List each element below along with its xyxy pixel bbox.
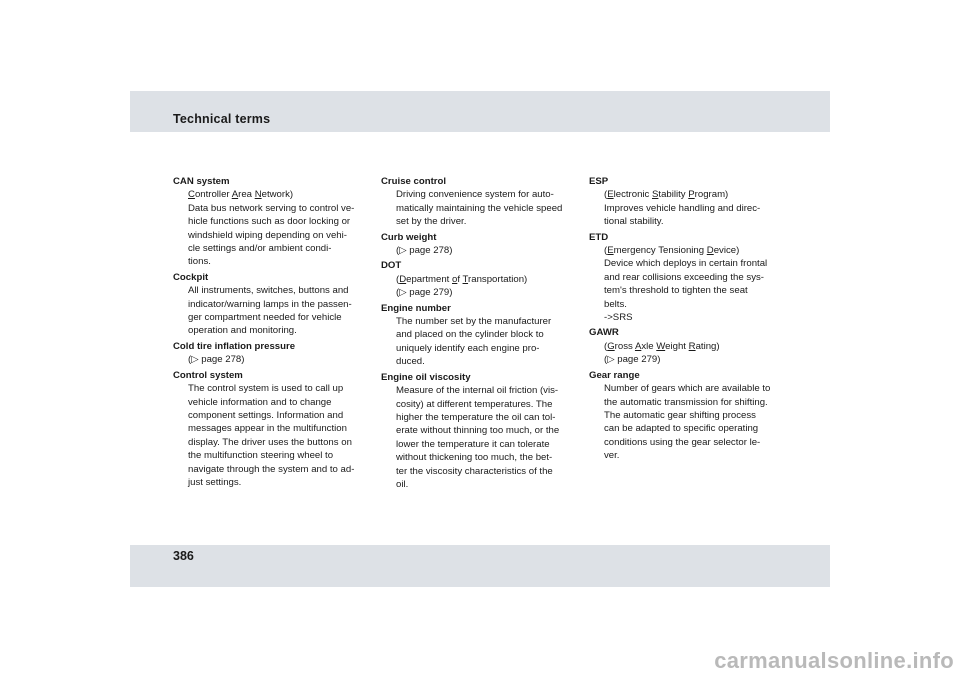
glossary-column-1 [173, 175, 369, 489]
glossary-term: Cold tire inflation pressure [173, 340, 296, 352]
glossary-column-3 [589, 175, 785, 463]
underlined-initial: G [607, 340, 615, 352]
underlined-initial: E [607, 245, 614, 257]
glossary-definition-line: matically maintaining the vehicle speed [396, 202, 563, 214]
glossary-definition-line: The number set by the manufacturer [396, 316, 552, 328]
underlined-initial: A [634, 340, 642, 352]
glossary-definition-line: Data bus network serving to control ve- [188, 202, 355, 214]
glossary-definition-line: ->SRS [604, 312, 633, 324]
glossary-definition-line: and rear collisions exceeding the sys- [604, 271, 764, 283]
text-segment: mergency Tensioning [613, 245, 707, 257]
glossary-definition-line: the automatic transmission for shifting. [604, 396, 768, 408]
glossary-definition-line: ger compartment needed for vehicle [188, 312, 342, 324]
glossary-definition-line [589, 244, 785, 257]
glossary-term: ESP [589, 176, 609, 187]
glossary-definition-line: cosity) at different temperatures. The [396, 398, 553, 410]
text-segment: lectronic [613, 189, 652, 201]
underlined-initial: T [462, 273, 469, 285]
underlined-initial: P [688, 189, 695, 201]
glossary-definition-line: oil. [396, 478, 409, 490]
text-segment: xle [641, 340, 657, 352]
glossary-definition-line: set by the driver. [396, 216, 467, 228]
glossary-definition-line: without thickening too much, the bet- [396, 452, 553, 464]
glossary-definition-line: All instruments, switches, buttons and [188, 285, 349, 297]
glossary-definition-line: Improves vehicle handling and direc- [604, 202, 761, 214]
glossary-definition-line: the multifunction steering wheel to [188, 450, 334, 462]
glossary-definition-line: belts. [604, 298, 627, 310]
glossary-definition-line: navigate through the system and to ad- [188, 463, 355, 475]
watermark: carmanualsonline.info [714, 648, 954, 673]
glossary-definition-line [589, 340, 785, 353]
glossary-term: Engine oil viscosity [381, 371, 471, 383]
text-segment: ( [604, 189, 608, 201]
glossary-definition-line [589, 188, 785, 201]
glossary-column-2 [381, 175, 577, 491]
glossary-definition-line: duced. [396, 356, 425, 368]
underlined-initial: o [452, 273, 458, 285]
glossary-definition-line [381, 273, 577, 286]
underlined-initial: D [706, 245, 714, 257]
text-segment: epartment [406, 273, 453, 285]
glossary-definition-line: Driving convenience system for auto- [396, 189, 554, 201]
glossary-definition-line: tem's threshold to tighten the seat [604, 285, 748, 297]
glossary-definition-line: just settings. [188, 476, 242, 488]
text-segment: evice) [713, 245, 740, 257]
underlined-initial: D [399, 273, 407, 285]
glossary-definition-line: lower the temperature it can tolerate [396, 438, 550, 450]
glossary-term: GAWR [589, 327, 619, 339]
glossary-definition-line: ter the viscosity characteristics of the [396, 465, 553, 477]
text-segment: f [457, 273, 463, 285]
glossary-definition-line: erate without thinning too much, or the [396, 425, 560, 437]
glossary-definition-line: conditions using the gear selector le- [604, 436, 761, 448]
glossary-definition-line: windshield wiping depending on vehi- [188, 229, 347, 241]
text-segment: ( [604, 340, 608, 352]
text-segment: rea [238, 189, 255, 201]
glossary-term: Cruise control [381, 176, 447, 187]
glossary-definition-line: tions. [188, 256, 211, 268]
page-number: 386 [173, 549, 194, 563]
glossary-definition-line [173, 188, 369, 201]
text-segment: ross [614, 340, 635, 352]
glossary-definition-line: Measure of the internal oil friction (vis- [396, 385, 559, 397]
underlined-initial: C [188, 189, 195, 201]
glossary-definition-line: operation and monitoring. [188, 325, 297, 337]
glossary-term: CAN system [173, 176, 230, 187]
underlined-initial: N [254, 189, 262, 201]
glossary-definition-line: (▷ page 279) [396, 287, 453, 299]
glossary-definition-line: indicator/warning lamps in the passen- [188, 298, 352, 310]
glossary-definition-line: higher the temperature the oil can tol- [396, 411, 556, 423]
text-segment: ( [604, 245, 608, 257]
footer-band [130, 545, 830, 587]
glossary-definition-line: tional stability. [604, 216, 664, 228]
glossary-term: Control system [173, 369, 243, 381]
glossary-definition-line: The control system is used to call up [188, 383, 344, 395]
underlined-initial: S [652, 189, 659, 201]
glossary-definition-line: display. The driver uses the buttons on [188, 436, 352, 448]
glossary-definition-line: vehicle information and to change [188, 396, 332, 408]
glossary-definition-line: messages appear in the multifunction [188, 423, 347, 435]
glossary-definition-line: The automatic gear shifting process [604, 409, 756, 421]
glossary-definition-line: and placed on the cylinder block to [396, 329, 544, 341]
text-segment: rogram) [694, 189, 729, 201]
underlined-initial: R [688, 340, 696, 352]
glossary-definition-line: ver. [604, 450, 620, 462]
glossary-definition-line: (▷ page 278) [396, 245, 453, 257]
glossary-definition-line: component settings. Information and [188, 409, 344, 421]
glossary-definition-line: can be adapted to specific operating [604, 423, 759, 435]
text-segment: tability [658, 189, 689, 201]
glossary-term: Gear range [589, 369, 640, 381]
page-title: Technical terms [173, 112, 271, 126]
glossary-definition-line: (▷ page 279) [604, 354, 661, 366]
text-segment: ontroller [194, 189, 232, 201]
glossary-definition-line: hicle functions such as door locking or [188, 216, 351, 228]
glossary-term: Cockpit [173, 271, 209, 283]
glossary-term: ETD [589, 231, 609, 243]
underlined-initial: A [231, 189, 239, 201]
glossary-definition-line: uniquely identify each engine pro- [396, 342, 540, 354]
text-segment: ransportation) [468, 273, 528, 285]
glossary-definition-line: Device which deploys in certain frontal [604, 258, 768, 270]
glossary-definition-line: cle settings and/or ambient condi- [188, 243, 332, 255]
glossary-term: Curb weight [381, 231, 437, 243]
text-segment: ating) [695, 340, 720, 352]
glossary-definition-line: Number of gears which are available to [604, 383, 771, 395]
text-segment: ( [396, 273, 400, 285]
underlined-initial: E [607, 189, 614, 201]
glossary-definition-line: (▷ page 278) [188, 354, 245, 366]
glossary-term: DOT [381, 260, 402, 272]
text-segment: etwork) [261, 189, 294, 201]
underlined-initial: W [656, 340, 666, 352]
text-segment: eight [665, 340, 689, 352]
glossary-term: Engine number [381, 302, 451, 314]
